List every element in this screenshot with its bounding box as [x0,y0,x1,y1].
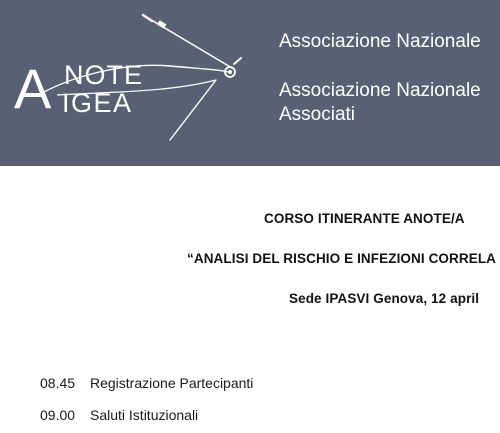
agenda-item [40,367,253,399]
agenda-time: 08.45 [40,375,76,391]
association-name-line-2: Associazione Nazionale [279,80,481,101]
agenda-list [40,367,253,431]
course-venue: Sede IPASVI Genova, 12 april [289,291,480,306]
course-subtitle: “ANALISI DEL RISCHIO E INFEZIONI CORRELA [187,251,497,266]
agenda-label: Registrazione Partecipanti [90,375,254,391]
logo-letter-a: A [14,57,52,120]
agenda-item [40,399,253,431]
anote-aigea-logo [0,0,260,166]
association-name-line-3: Associati [279,104,356,125]
agenda-label: Saluti Istituzionali [90,407,199,423]
logo-word-top: NOTE [64,60,144,90]
association-name-line-1: Associazione Nazionale [279,31,481,52]
course-title: CORSO ITINERANTE ANOTE/A [264,211,465,226]
header-banner [0,0,500,166]
logo-word-bottom: IGEA [62,88,133,118]
agenda-time: 09.00 [40,407,76,423]
logo-wordmark [0,0,260,166]
